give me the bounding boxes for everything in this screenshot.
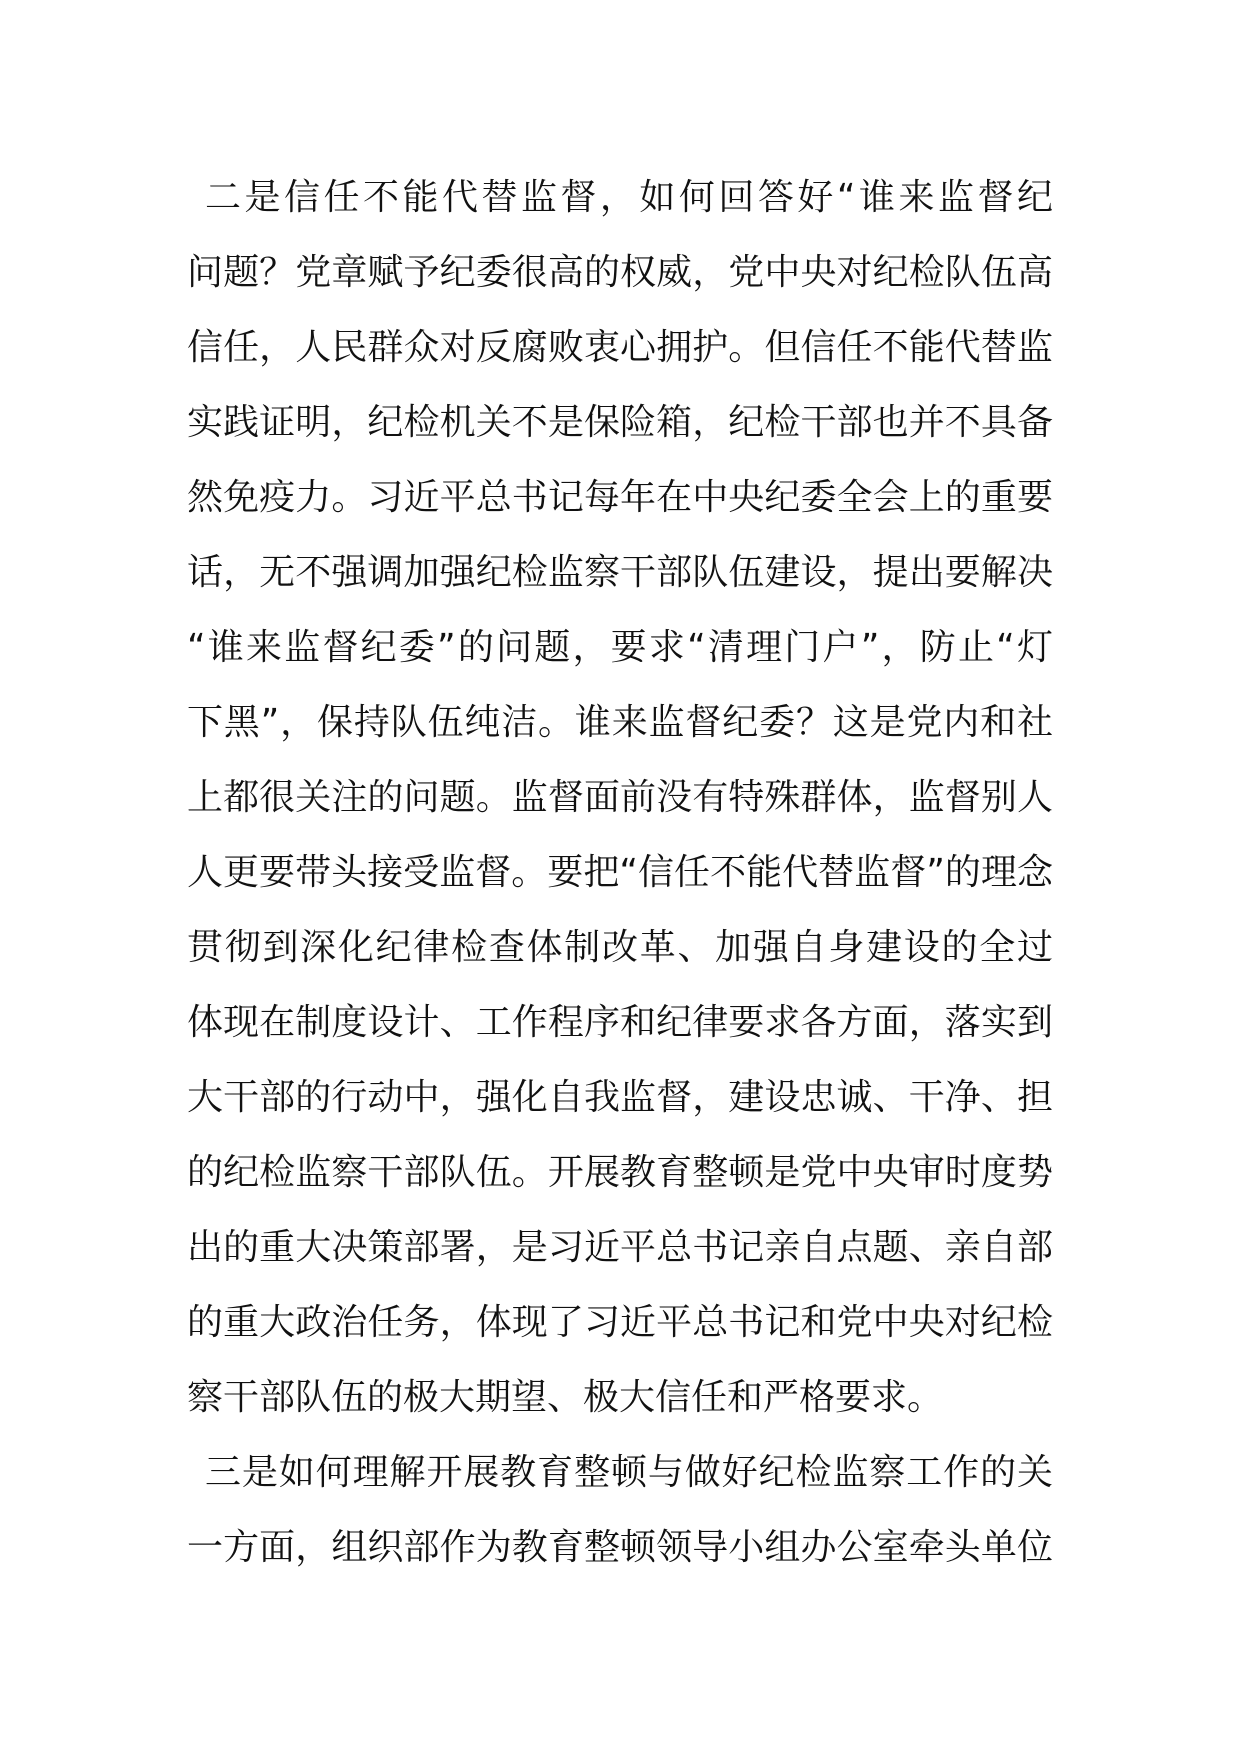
- paragraph-line: 察干部队伍的极大期望、极大信任和严格要求。: [187, 1377, 944, 1418]
- paragraph-line: 贯彻到深化纪律检查体制改革、加强自身建设的全过: [187, 927, 1053, 968]
- paragraph-line: 实践证明，纪检机关不是保险箱，纪检干部也并不具备: [187, 402, 1053, 443]
- paragraph-line: 大干部的行动中，强化自我监督，建设忠诚、干净、担: [187, 1077, 1053, 1118]
- paragraph-line: 人更要带头接受监督。要把“信任不能代替监督”的理念: [187, 852, 1053, 893]
- paragraph-line: 问题？党章赋予纪委很高的权威，党中央对纪检队伍高: [187, 252, 1053, 293]
- paragraph-line: 体现在制度设计、工作程序和纪律要求各方面，落实到: [187, 1002, 1053, 1043]
- paragraph-line: 二是信任不能代替监督，如何回答好“谁来监督纪: [205, 177, 1053, 218]
- paragraph-line: 信任，人民群众对反腐败衷心拥护。但信任不能代替监: [187, 327, 1053, 368]
- paragraph-line: 然免疫力。习近平总书记每年在中央纪委全会上的重要: [187, 477, 1053, 518]
- paragraph-line: 的纪检监察干部队伍。开展教育整顿是党中央审时度势: [187, 1152, 1053, 1193]
- paragraph-line: “谁来监督纪委”的问题，要求“清理门户”，防止“灯: [187, 627, 1053, 668]
- paragraph-education-rectification-relationship: [187, 1435, 1053, 1585]
- paragraph-trust-cannot-replace-supervision: [187, 160, 1053, 1435]
- paragraph-line: 一方面，组织部作为教育整顿领导小组办公室牵头单位: [187, 1527, 1053, 1568]
- paragraph-line: 话，无不强调加强纪检监察干部队伍建设，提出要解决: [187, 552, 1053, 593]
- paragraph-line: 下黑”，保持队伍纯洁。谁来监督纪委？这是党内和社: [187, 702, 1053, 743]
- paragraph-line: 三是如何理解开展教育整顿与做好纪检监察工作的关: [205, 1452, 1053, 1493]
- paragraph-line: 的重大政治任务，体现了习近平总书记和党中央对纪检: [187, 1302, 1053, 1343]
- paragraph-line: 出的重大决策部署，是习近平总书记亲自点题、亲自部: [187, 1227, 1053, 1268]
- paragraph-line: 上都很关注的问题。监督面前没有特殊群体，监督别人: [187, 777, 1053, 818]
